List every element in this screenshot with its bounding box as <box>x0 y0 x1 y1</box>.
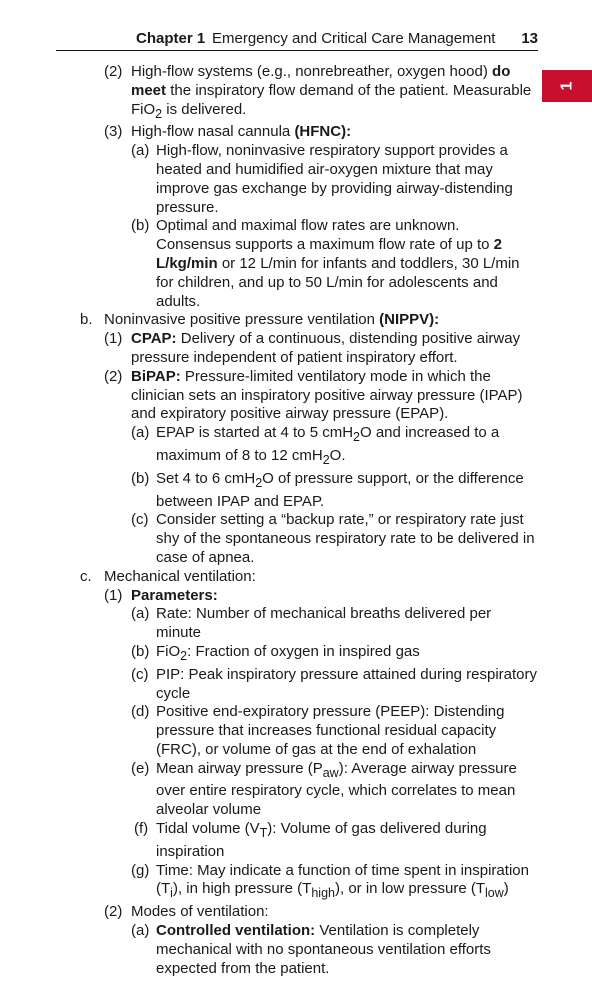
list-text: EPAP is started at 4 to 5 cmH$_2$O and increased to a maximum of 8 to 12 cmH$_2$O. <box>156 424 500 467</box>
chapter-tab-label: 1 <box>558 81 575 91</box>
list-text: Noninvasive positive pressure ventilation (NIPPV): <box>104 311 440 329</box>
list-text: Mean airway pressure $(P_{aw})$: Average airway pressure over entire respiratory cycle, which correlates to mean alveolar volume <box>156 759 517 819</box>
list-marker: (b) <box>131 217 150 235</box>
list-marker: (c) <box>131 665 149 683</box>
list-text: Modes of ventilation: <box>131 903 269 921</box>
list-text: Optimal and maximal flow rates are unknown. Consensus supports a maximum flow rate of up to 2 L/kg/min or 12 L/min for infants and toddlers, 30 L/min for children, and up to 50 L/min for adolescents and adults. <box>156 217 520 310</box>
page-body <box>0 63 592 978</box>
list-marker: (a) <box>131 142 150 160</box>
list-text: Time: May indicate a function of time spent in inspiration $(T_i)$, in high pressure $(T_{high})$, or in low pressure $(T_{low})$ <box>156 861 529 901</box>
list-item-hfnc-support <box>0 142 538 217</box>
list-item-mechanical-ventilation <box>0 568 538 587</box>
list-item-nippv <box>0 311 538 330</box>
list-text: PIP: Peak inspiratory pressure attained during respiratory cycle <box>156 665 538 702</box>
chapter-title: Emergency and Critical Care Management <box>212 30 496 47</box>
list-marker: c. <box>80 567 92 585</box>
list-marker: (e) <box>131 759 150 777</box>
list-text: Set 4 to 6 cmH$_2$O of pressure support, or the difference between IPAP and EPAP. <box>156 469 524 510</box>
chapter-label: Chapter 1 <box>136 30 206 47</box>
list-text: Positive end-expiratory pressure (PEEP): Distending pressure that increases functional residual capacity (FRC), or volume of gas at the end of exhalation <box>156 703 505 758</box>
page-number: 13 <box>521 30 538 47</box>
list-marker: (a) <box>131 424 150 442</box>
list-text: Tidal volume $(V_T)$: Volume of gas delivered during inspiration <box>156 820 487 860</box>
list-marker: (2) <box>104 903 123 921</box>
list-marker: (2) <box>104 367 123 385</box>
list-item-hfnc-flow-rates <box>0 217 538 311</box>
list-item-controlled-ventilation <box>0 922 538 978</box>
list-item-tidal-volume <box>0 820 538 862</box>
list-item-pressure-support <box>0 470 538 512</box>
list-marker: (b) <box>131 642 150 660</box>
list-text: CPAP: Delivery of a continuous, distending positive airway pressure independent of patient inspiratory effort. <box>131 330 521 366</box>
list-item-rate <box>0 605 538 643</box>
list-item-peep <box>0 703 538 759</box>
list-item-time <box>0 862 538 904</box>
list-text: BiPAP: Pressure-limited ventilatory mode in which the clinician sets an inspiratory positive airway pressure (IPAP) and expiratory positive airway pressure (EPAP). <box>131 367 523 423</box>
list-text: Mechanical ventilation: <box>104 567 256 585</box>
list-item-modes <box>0 903 538 922</box>
list-marker: (a) <box>131 605 150 623</box>
list-text: High-flow systems (e.g., nonrebreather, oxygen hood) do meet the inspiratory flow demand of the patient. Measurable FiO$_2$ is delivered. <box>131 63 532 121</box>
list-text: Rate: Number of mechanical breaths delivered per minute <box>156 605 492 642</box>
list-item-epap-start <box>0 424 538 470</box>
list-text: Parameters: <box>131 586 218 604</box>
list-item-backup-rate <box>0 511 538 567</box>
list-marker: (1) <box>104 586 123 604</box>
list-item-fio2 <box>0 643 538 666</box>
list-marker: (f) <box>134 820 149 838</box>
list-text: Controlled ventilation: Ventilation is completely mechanical with no spontaneous ventilation efforts expected from the patient. <box>156 922 491 977</box>
running-header <box>56 30 538 51</box>
list-item-bipap <box>0 368 538 424</box>
list-text: FiO$_2$: Fraction of oxygen in inspired gas <box>156 642 420 663</box>
list-text: Consider setting a “backup rate,” or respiratory rate just shy of the spontaneous respiratory rate to be delivered in case of apnea. <box>156 511 535 566</box>
list-marker: (2) <box>104 63 123 80</box>
list-marker: (1) <box>104 330 123 348</box>
list-marker: (3) <box>104 123 123 141</box>
list-marker: (b) <box>131 469 150 487</box>
list-marker: (g) <box>131 861 150 879</box>
list-item-hfnc <box>0 123 538 142</box>
list-item-parameters <box>0 587 538 606</box>
list-item-mean-airway-pressure <box>0 760 538 820</box>
list-item-pip <box>0 666 538 704</box>
list-text: High-flow, noninvasive respiratory support provides a heated and humidified air-oxygen mixture that may improve gas exchange by providing airway-distending pressure. <box>156 142 513 216</box>
list-text: High-flow nasal cannula (HFNC): <box>131 123 352 141</box>
list-item-high-flow-systems <box>0 63 538 123</box>
list-marker: (a) <box>131 922 150 940</box>
list-marker: b. <box>80 311 93 329</box>
list-item-cpap <box>0 330 538 368</box>
list-marker: (c) <box>131 511 149 529</box>
list-marker: (d) <box>131 703 150 721</box>
